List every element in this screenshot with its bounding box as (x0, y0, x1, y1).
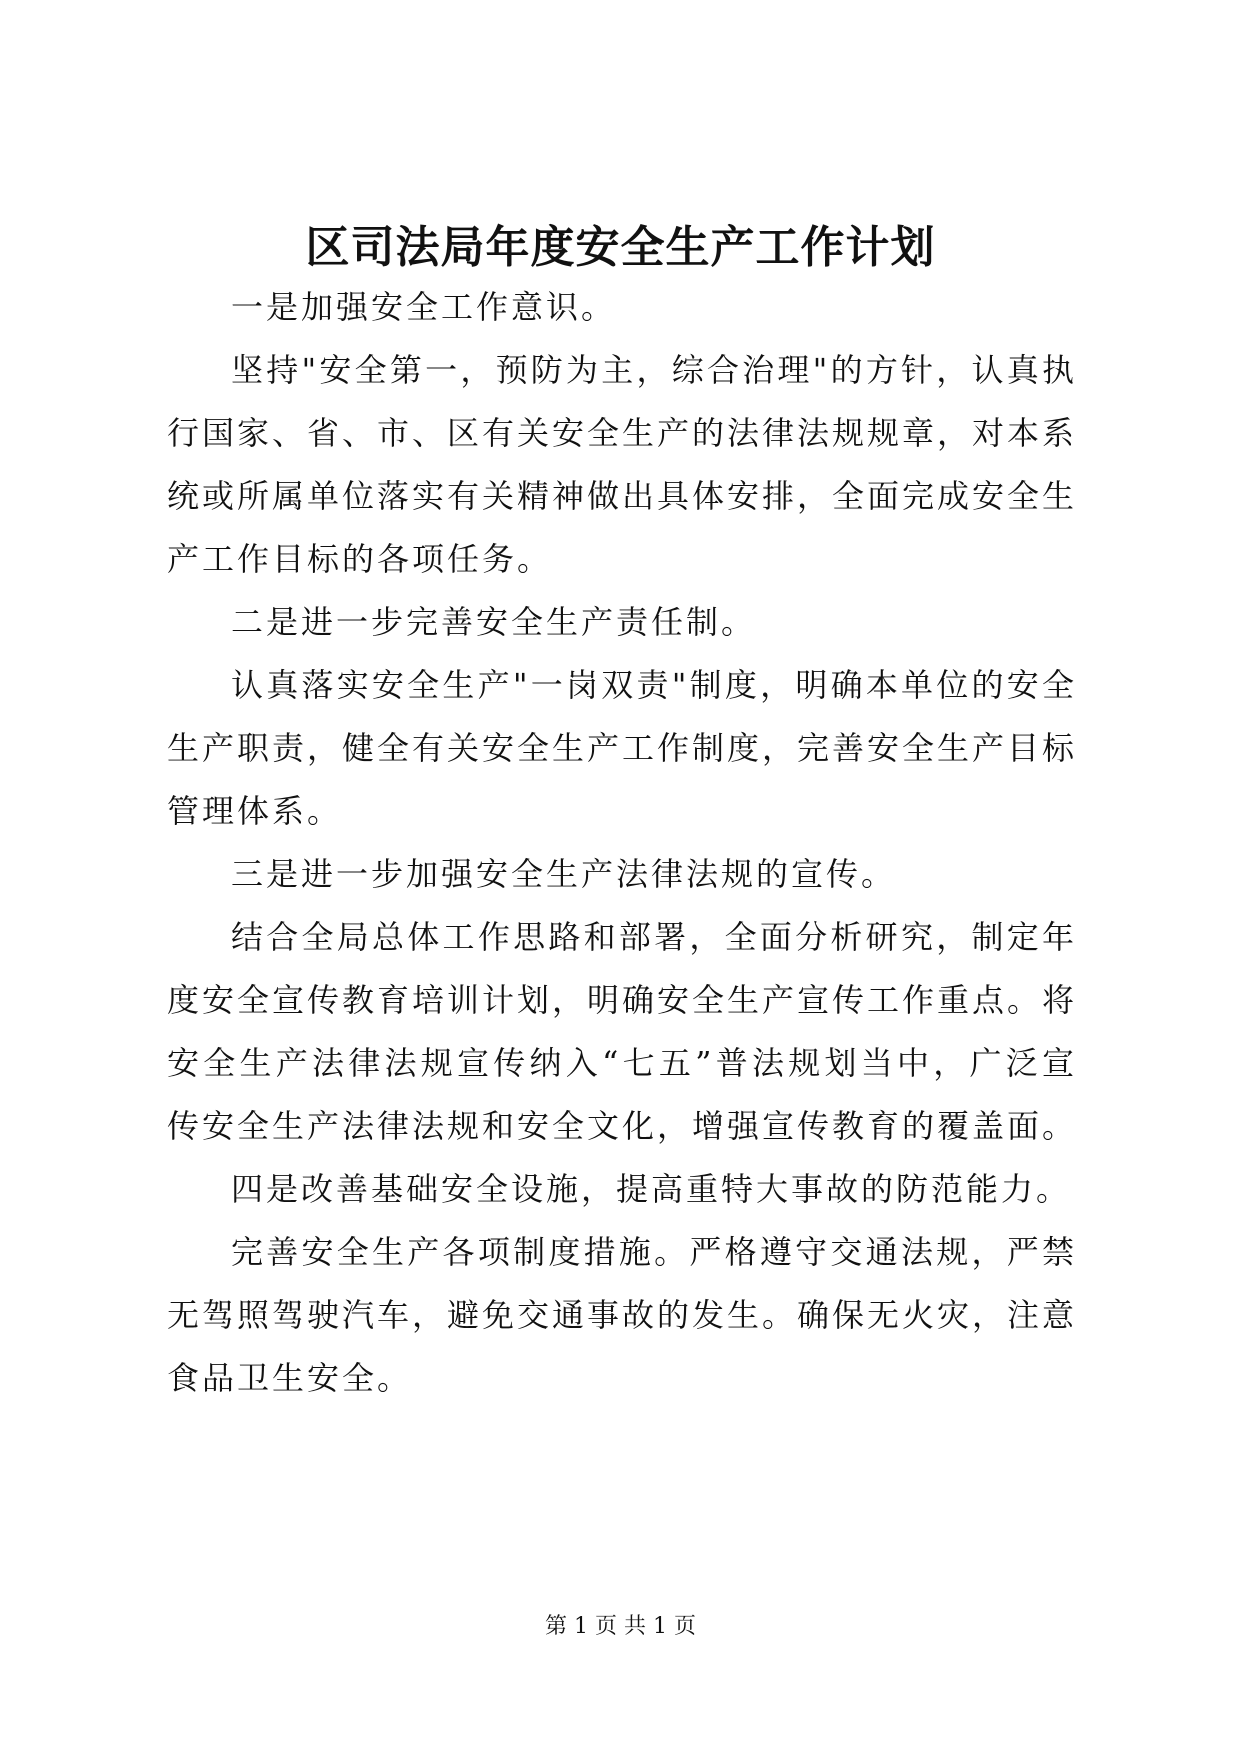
paragraph-heading-1: 一是加强安全工作意识。 (231, 288, 617, 326)
document-body (167, 276, 1077, 1410)
paragraph-heading-3: 三是进一步加强安全生产法律法规的宣传。 (231, 855, 897, 893)
paragraph-heading-2: 二是进一步完善安全生产责任制。 (231, 603, 757, 641)
paragraph-heading-4: 四是改善基础安全设施，提高重特大事故的防范能力。 (231, 1170, 1072, 1208)
document-title: 区司法局年度安全生产工作计划 (305, 222, 936, 273)
paragraph-2: 认真落实安全生产"一岗双责"制度，明确本单位的安全生产职责，健全有关安全生产工作制度，完善安全生产目标管理体系。 (167, 666, 1078, 830)
paragraph-4: 完善安全生产各项制度措施。严格遵守交通法规，严禁无驾照驾驶汽车，避免交通事故的发生。确保无火灾，注意食品卫生安全。 (167, 1233, 1078, 1397)
paragraph-3: 结合全局总体工作思路和部署，全面分析研究，制定年度安全宣传教育培训计划，明确安全生产宣传工作重点。将安全生产法律法规宣传纳入“七五”普法规划当中，广泛宣传安全生产法律法规和安全文化，增强宣传教育的覆盖面。 (167, 918, 1078, 1145)
paragraph-1: 坚持"安全第一，预防为主，综合治理"的方针，认真执行国家、省、市、区有关安全生产的法律法规规章，对本系统或所属单位落实有关精神做出具体安排，全面完成安全生产工作目标的各项任务。 (167, 351, 1078, 578)
page-number-footer: 第 1 页 共 1 页 (545, 1614, 696, 1639)
